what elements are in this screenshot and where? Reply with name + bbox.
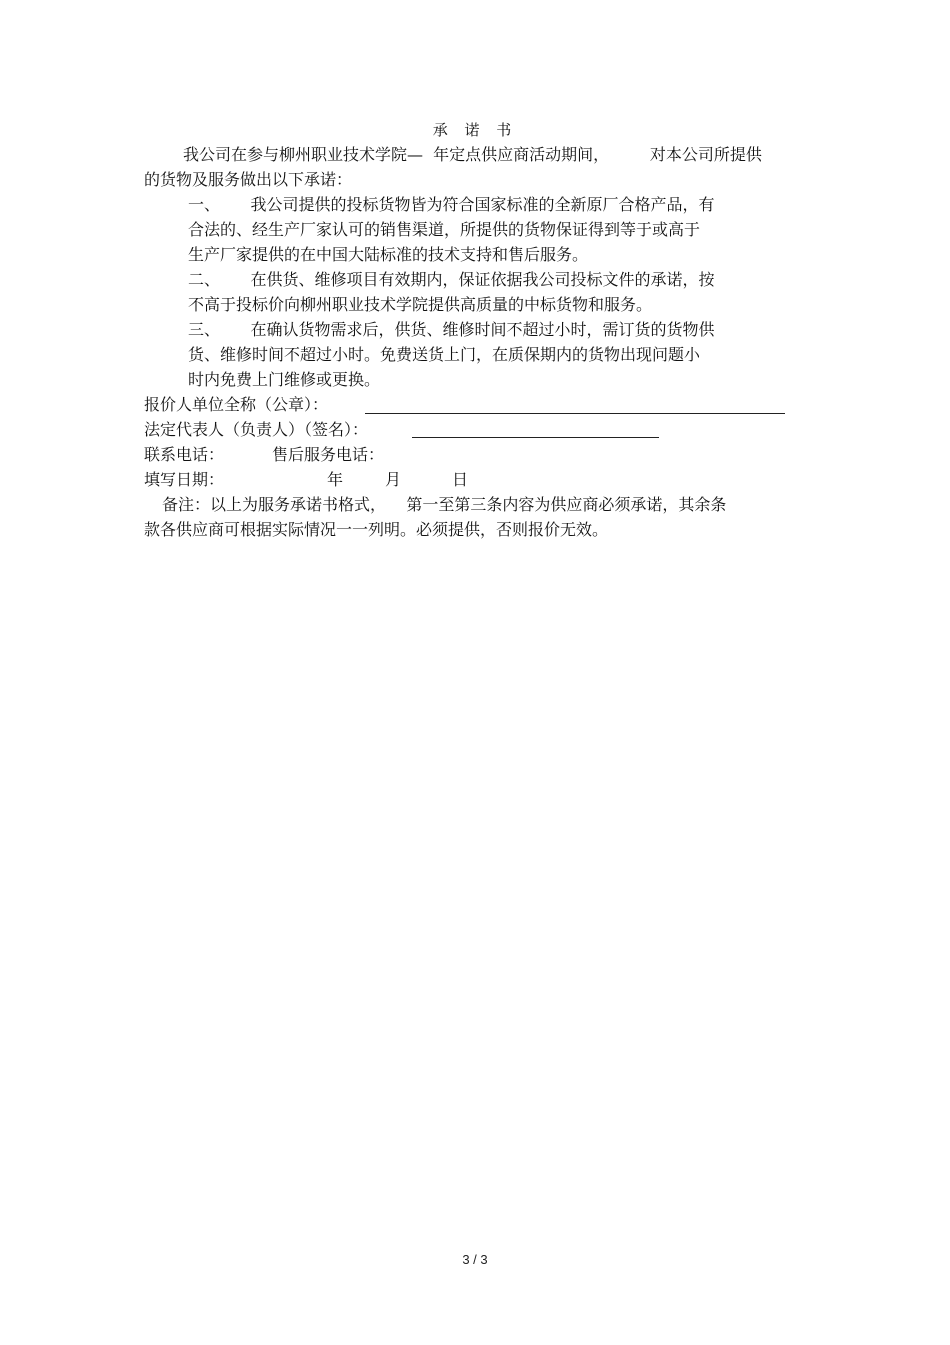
item-1-line-3: 生产厂家提供的在中国大陆标准的技术支持和售后服务。 (188, 245, 589, 264)
item-3-line-3: 时内免费上门维修或更换。 (188, 370, 381, 389)
bidder-name-label: 报价人单位全称（公章）： (144, 395, 329, 414)
date-day: 日 (452, 470, 469, 489)
item-1-line-1: 一、 我公司提供的投标货物皆为符合国家标准的全新原厂合格产品，有 (188, 195, 715, 214)
item-2-line-1: 二、 在供货、维修项目有效期内，保证依据我公司投标文件的承诺，按 (188, 270, 715, 289)
page-number: 3 / 3 (462, 1252, 488, 1267)
note-line-1: 备注：以上为服务承诺书格式， 第一至第三条内容为供应商必须承诺，其余条 (162, 495, 727, 514)
legal-rep-signature-line[interactable] (412, 437, 659, 438)
item-3-line-1: 三、 在确认货物需求后，供货、维修时间不超过小时，需订货的货物供 (188, 320, 715, 339)
intro-line-1: 我公司在参与柳州职业技术学院— 年定点供应商活动期间， 对本公司所提供 (183, 145, 762, 164)
bidder-name-line[interactable] (365, 413, 785, 414)
item-2-line-2: 不高于投标价向柳州职业技术学院提供高质量的中标货物和服务。 (188, 295, 653, 314)
date-month: 月 (385, 470, 402, 489)
service-phone-label: 售后服务电话： (272, 445, 385, 464)
item-3-line-2: 货、维修时间不超过小时。免费送货上门，在质保期内的货物出现问题小 (188, 345, 701, 364)
note-line-2: 款各供应商可根据实际情况一一列明。必须提供，否则报价无效。 (144, 520, 609, 539)
legal-rep-label: 法定代表人（负责人）（签名）： (144, 420, 369, 439)
document-title: 承 诺 书 (432, 121, 518, 139)
intro-line-2: 的货物及服务做出以下承诺： (144, 170, 353, 189)
date-year: 年 (327, 470, 344, 489)
phone-label: 联系电话： (144, 445, 225, 464)
date-label: 填写日期： (144, 470, 225, 489)
item-1-line-2: 合法的、经生产厂家认可的销售渠道，所提供的货物保证得到等于或高于 (188, 220, 701, 239)
